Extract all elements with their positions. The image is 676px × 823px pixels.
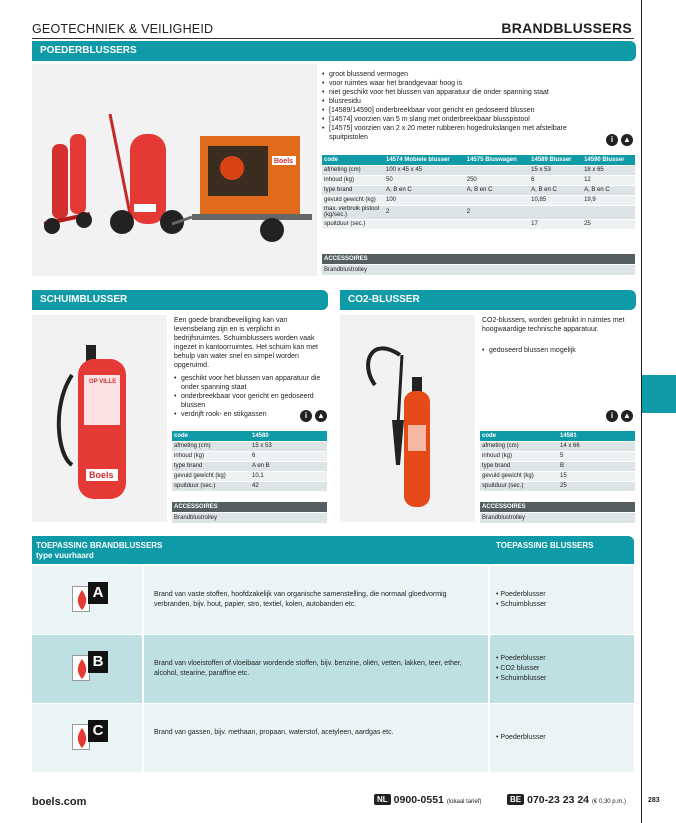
poeder-feature: • blusresidu	[322, 97, 582, 106]
fire-class-c-icon	[72, 720, 108, 754]
poeder-feature: • [14589/14590] onderbreekbaar voor gericht en gedoseerd blussen	[322, 106, 582, 115]
phone-number-nl: 0900-0551	[393, 794, 444, 806]
spec-label: afmeting (cm)	[172, 441, 250, 451]
co2-features	[482, 346, 632, 355]
country-tag-be: BE	[507, 794, 524, 805]
spec-cell: 15 x 53	[250, 441, 327, 451]
hose	[59, 375, 72, 465]
spec-cell: 18 x 65	[582, 165, 635, 175]
spec-label: max. verbruik pistool (kg/sec.)	[322, 205, 384, 219]
spec-cell: 5	[558, 451, 635, 461]
toepassing-header-title: TOEPASSING BRANDBLUSSERS	[36, 541, 163, 550]
poederblusser-photo	[32, 64, 317, 276]
vehicle-icon: ▲	[315, 410, 327, 422]
schuim-feature: • geschikt voor het blussen van apparatuur die onder spanning staat	[174, 374, 324, 392]
vehicle-icon: ▲	[621, 134, 633, 146]
fire-class-extinguishers	[490, 566, 634, 634]
spec-cell: 50	[384, 175, 465, 185]
fire-class-description: Brand van gassen, bijv. methaan, propaan, waterstof, acetyleen, aardgas etc.	[144, 704, 490, 772]
spec-label: gevuld gewicht (kg)	[172, 471, 250, 481]
extinguisher-item-label: Poederblusser	[500, 591, 546, 598]
spec-cell: A, B en C	[465, 185, 529, 195]
table-row	[322, 185, 635, 195]
co2-accessories-header: ACCESSOIRES	[480, 502, 635, 512]
spec-cell	[384, 219, 465, 229]
spec-label: type brand	[480, 461, 558, 471]
table-row	[480, 451, 635, 461]
spec-label: inhoud (kg)	[480, 451, 558, 461]
fire-class-cell	[32, 704, 144, 772]
table-row	[322, 205, 635, 219]
poeder-feature: • voor ruimtes waar het brandgevaar hoog is	[322, 79, 582, 88]
boels-label	[134, 204, 156, 212]
extinguisher-item-label: Schuimblusser	[500, 601, 547, 608]
label-text: OP VILLE	[89, 379, 117, 385]
table-row	[32, 704, 634, 772]
spec-head: code	[172, 431, 250, 441]
spec-head: code	[480, 431, 558, 441]
phone-note-nl: (lokaal tarief)	[446, 799, 482, 805]
poeder-feature: • [14574] voorzien van 5 m slang met onderbreekbaar blusspistool	[322, 115, 582, 124]
spec-label: type brand	[322, 185, 384, 195]
spec-cell: 6	[529, 175, 582, 185]
extinguisher-item-label: CO2 blusser	[500, 665, 540, 672]
table-row	[480, 471, 635, 481]
schuimblusser-illustration	[32, 315, 167, 522]
footer-website[interactable]: boels.com	[32, 796, 87, 808]
table-row	[172, 441, 327, 451]
header-divider	[32, 38, 634, 39]
spec-cell: 25	[558, 481, 635, 491]
spec-cell: 100	[384, 195, 465, 205]
co2-feature: • gedoseerd blussen mogelijk	[482, 346, 632, 355]
spec-label: spuitduur (sec.)	[480, 481, 558, 491]
hose	[398, 355, 402, 425]
spec-cell: 15	[558, 471, 635, 481]
spec-head: code	[322, 155, 384, 165]
table-row	[480, 441, 635, 451]
spec-label: gevuld gewicht (kg)	[322, 195, 384, 205]
extinguisher-item: • Poederblusser	[496, 591, 546, 598]
spec-label: afmeting (cm)	[322, 165, 384, 175]
header-category: GEOTECHNIEK & VEILIGHEID	[32, 22, 214, 36]
table-row	[322, 195, 635, 205]
poeder-usage-icons	[606, 134, 633, 146]
fire-class-letter: A	[88, 582, 108, 604]
spec-cell: 2	[465, 205, 529, 219]
extinguisher-item-label: Poederblusser	[500, 655, 546, 662]
extinguisher-item: • Poederblusser	[496, 734, 546, 741]
schuim-accessories-header: ACCESSOIRES	[172, 502, 327, 512]
spec-cell: 2	[384, 205, 465, 219]
spec-cell: 19,9	[582, 195, 635, 205]
spec-cell	[465, 165, 529, 175]
table-row	[322, 165, 635, 175]
boels-logo-text: Boels	[89, 470, 114, 480]
co2-blusser-illustration	[340, 315, 475, 522]
spec-label: type brand	[172, 461, 250, 471]
small-extinguisher-body	[52, 144, 68, 219]
valve	[412, 377, 422, 393]
trailer-chassis	[192, 214, 312, 220]
spec-label: spuitduur (sec.)	[172, 481, 250, 491]
table-row	[32, 635, 634, 703]
schuimblusser-photo	[32, 315, 167, 522]
spec-label: gevuld gewicht (kg)	[480, 471, 558, 481]
extinguisher-item: • CO2 blusser	[496, 665, 540, 672]
table-row	[172, 451, 327, 461]
hose	[368, 348, 400, 385]
spec-cell: A, B en C	[384, 185, 465, 195]
extinguisher-item: • Poederblusser	[496, 655, 546, 662]
fire-class-a-icon	[72, 582, 108, 616]
extinguisher-item: • Schuimblusser	[496, 601, 547, 608]
extinguisher-item: • Schuimblusser	[496, 675, 547, 682]
schuim-usage-icons	[300, 410, 327, 422]
spec-cell: 100 x 45 x 45	[384, 165, 465, 175]
fire-class-letter: B	[88, 651, 108, 673]
toepassing-table-header	[32, 536, 634, 564]
horn	[392, 420, 404, 465]
phone-number-be: 070-23 23 24	[527, 794, 590, 806]
table-row	[480, 461, 635, 471]
schuim-feature: • verdrijft rook- en stikgassen	[174, 410, 324, 419]
table-row	[322, 175, 635, 185]
poeder-accessories-header: ACCESSOIRES	[322, 254, 635, 264]
spec-head: 14589 Blusser	[529, 155, 582, 165]
spec-head: 14581	[558, 431, 635, 441]
spec-cell: A en B	[250, 461, 327, 471]
mobile-frame	[110, 114, 132, 224]
phone-note-be: (€ 0,30 p.m.)	[591, 799, 626, 805]
spec-cell: A, B en C	[582, 185, 635, 195]
toepassing-header-subtitle: type vuurhaard	[36, 551, 94, 560]
spec-cell: 12	[582, 175, 635, 185]
co2-blusser-photo	[340, 315, 475, 522]
info-icon: i	[606, 134, 618, 146]
section-title-co2-blusser: CO2-BLUSSER	[340, 290, 636, 310]
spec-cell: 250	[465, 175, 529, 185]
toepassing-header-right: TOEPASSING BLUSSERS	[496, 541, 594, 550]
co2-spec-table	[480, 431, 635, 492]
spec-cell: 25	[582, 219, 635, 229]
poeder-accessories-item: Brandblustrolley	[322, 265, 635, 275]
table-row	[322, 219, 635, 229]
vehicle-icon: ▲	[621, 410, 633, 422]
spec-cell: 10,1	[250, 471, 327, 481]
spec-head: 14574 Mobiele blusser	[384, 155, 465, 165]
wheel	[76, 212, 92, 228]
schuim-spec-table	[172, 431, 327, 492]
schuim-accessories-item: Brandblustrolley	[172, 513, 327, 523]
small-extinguisher-body-2	[70, 134, 86, 214]
info-icon: i	[606, 410, 618, 422]
extinguisher-item-label: Schuimblusser	[500, 675, 547, 682]
fire-class-description: Brand van vaste stoffen, hoofdzakelijk van organische samenstelling, die normaal gloedvormig verbranden, bijv. hout, papier, stro, textiel, kolen, autobanden etc.	[144, 566, 490, 634]
spec-cell	[529, 205, 582, 219]
section-title-schuimblusser: SCHUIMBLUSSER	[32, 290, 328, 310]
table-row	[32, 566, 634, 634]
wheel	[44, 218, 60, 234]
spec-cell	[465, 219, 529, 229]
table-row	[172, 471, 327, 481]
spec-head: 14580	[250, 431, 327, 441]
co2-accessories-item: Brandblustrolley	[480, 513, 635, 523]
table-row	[172, 461, 327, 471]
co2-intro: CO2-blussers, worden gebruikt in ruimtes met hoogwaardige technische apparatuur.	[482, 317, 625, 333]
spec-cell: 10,85	[529, 195, 582, 205]
spec-cell: 14 x 66	[558, 441, 635, 451]
schuim-feature: • onderbreekbaar voor gericht en gedoseerd blussen	[174, 392, 324, 410]
fire-class-cell	[32, 566, 144, 634]
spec-label: inhoud (kg)	[172, 451, 250, 461]
section-title-poederblussers: POEDERBLUSSERS	[32, 41, 636, 61]
wheel	[110, 210, 134, 234]
poeder-feature: • [14575] voorzien van 2 x 20 meter rubberen hogedrukslangen met afstelbare spuitpistolen	[322, 124, 582, 142]
page-number: 283	[648, 797, 660, 804]
spec-cell: 17	[529, 219, 582, 229]
header-title: BRANDBLUSSERS	[501, 20, 632, 36]
spec-head: 14590 Blusser	[582, 155, 635, 165]
valve	[86, 345, 96, 361]
spec-head: 14575 Bluswagen	[465, 155, 529, 165]
instruction-label	[408, 425, 426, 451]
fire-class-cell	[32, 635, 144, 703]
fire-class-extinguishers	[490, 635, 634, 703]
spec-cell: A, B en C	[529, 185, 582, 195]
poeder-spec-table	[322, 155, 635, 230]
spec-cell: 6	[250, 451, 327, 461]
bluswagen-logo-text: Boels	[274, 158, 294, 165]
country-tag-nl: NL	[374, 794, 391, 805]
info-icon: i	[300, 410, 312, 422]
poeder-feature: • groot blussend vermogen	[322, 70, 582, 79]
table-row	[172, 481, 327, 491]
spec-cell: 42	[250, 481, 327, 491]
spec-cell	[465, 195, 529, 205]
side-tab-marker	[642, 375, 676, 413]
poederblusser-illustration	[32, 64, 317, 276]
poeder-feature: • niet geschikt voor het blussen van apparatuur die onder spanning staat	[322, 88, 582, 97]
trailer-wheel	[260, 218, 284, 242]
fire-class-description: Brand van vloeistoffen of vloeibaar wordende stoffen, bijv. benzine, oliën, vetten, lakken, teer, ether, alcohol, stearine, paraffine etc.	[144, 635, 490, 703]
poeder-features	[322, 70, 582, 142]
fire-class-extinguishers	[490, 704, 634, 772]
footer-phone-be	[507, 794, 626, 806]
footer-phone-nl	[374, 794, 482, 806]
schuim-intro: Een goede brandbeveiliging kan van levensbelang zijn en is verplicht in bedrijfsruimtes. Schuimblussers worden vaak ingezet in kantoorruimtes. Het schuim kan met behulp van water snel en simpel worden opgeruimd.	[174, 317, 318, 369]
spec-cell	[582, 205, 635, 219]
spec-label: spuitduur (sec.)	[322, 219, 384, 229]
fire-class-b-icon	[72, 651, 108, 685]
spec-label: afmeting (cm)	[480, 441, 558, 451]
co2-usage-icons	[606, 410, 633, 422]
table-row	[480, 481, 635, 491]
spec-cell: B	[558, 461, 635, 471]
spec-label: inhoud (kg)	[322, 175, 384, 185]
spec-cell: 15 x 53	[529, 165, 582, 175]
hose-reel	[220, 156, 244, 180]
extinguisher-item-label: Poederblusser	[500, 734, 546, 741]
fire-class-letter: C	[88, 720, 108, 742]
